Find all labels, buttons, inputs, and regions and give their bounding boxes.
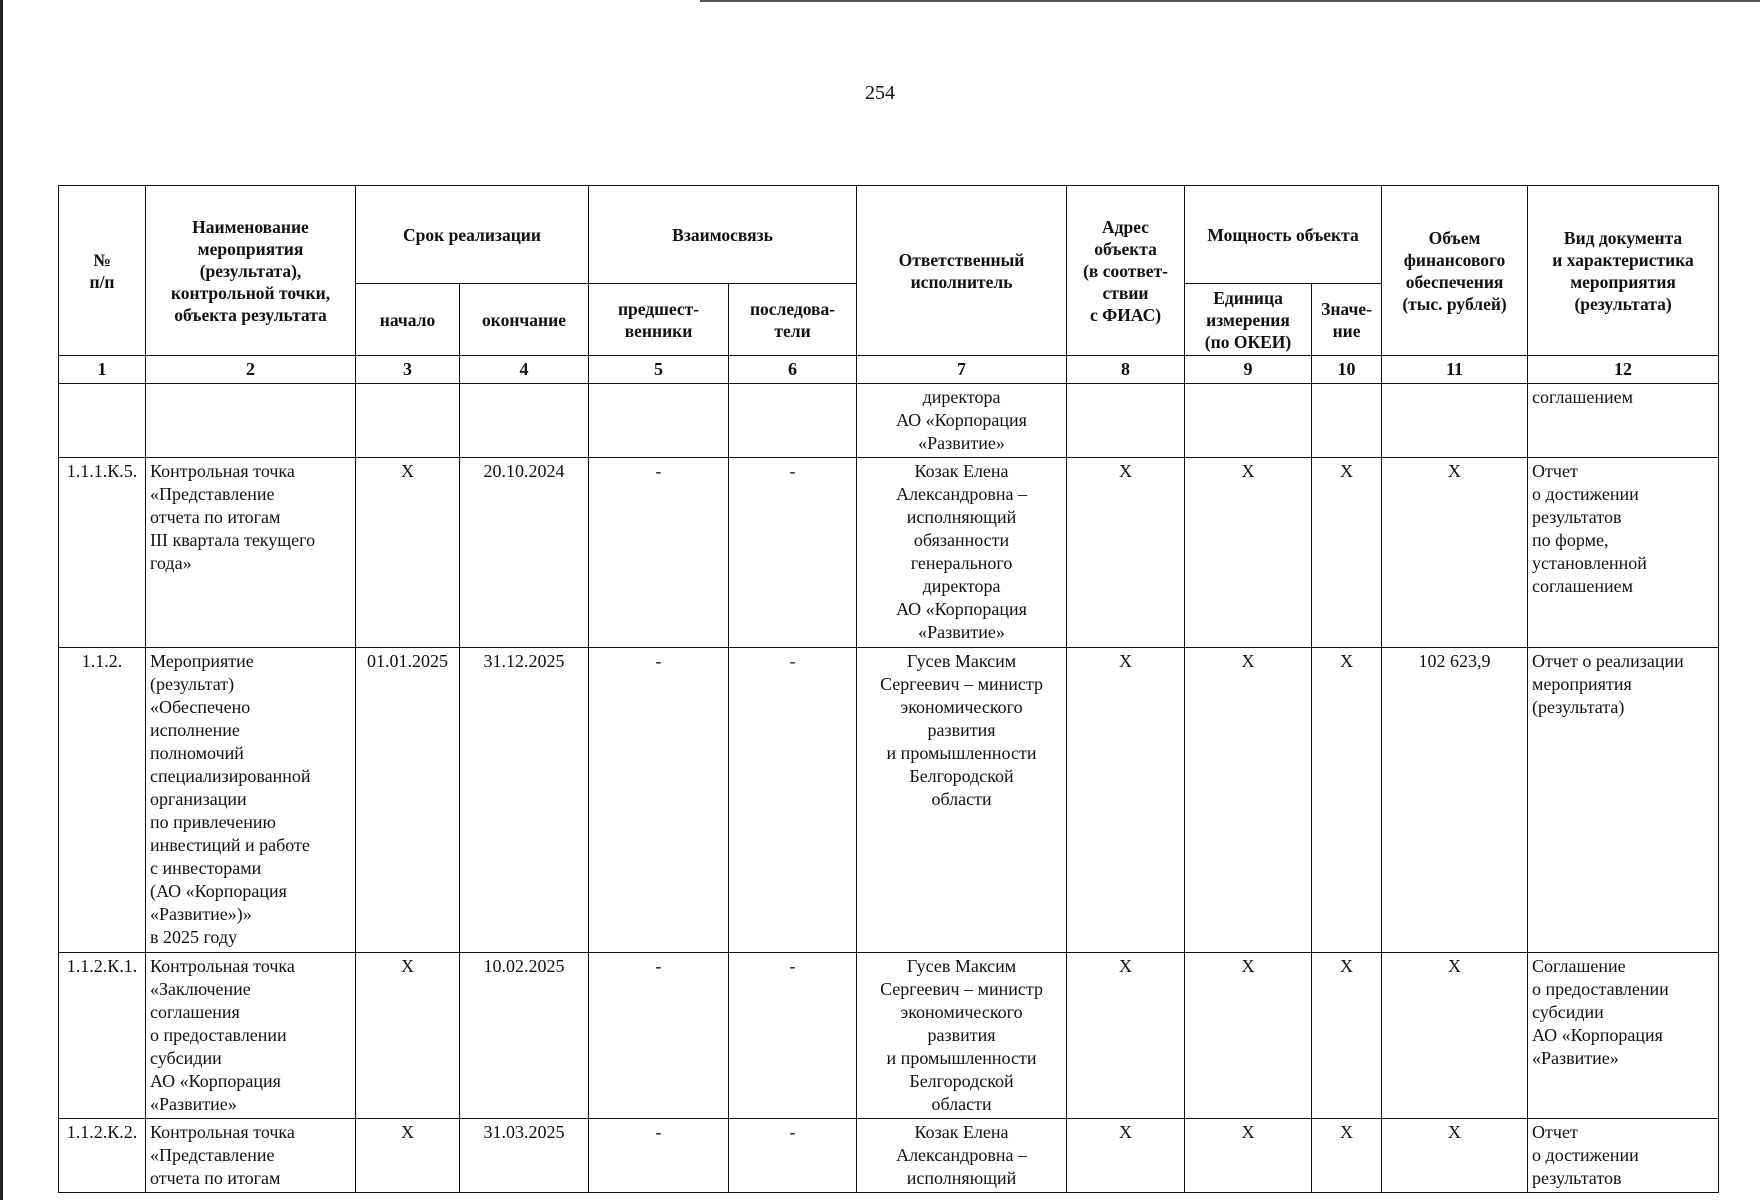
cell-end bbox=[460, 384, 589, 458]
cell-doc: Отчет о достижении результатов bbox=[1528, 1119, 1719, 1193]
cell-num: 1.1.1.К.5. bbox=[59, 458, 146, 648]
column-number: 9 bbox=[1185, 356, 1312, 384]
table-row bbox=[59, 1119, 1719, 1193]
column-number: 8 bbox=[1067, 356, 1185, 384]
cell-prev: - bbox=[589, 458, 729, 648]
cell-doc: Отчет о реализации мероприятия (результата) bbox=[1528, 648, 1719, 953]
table-row bbox=[59, 384, 1719, 458]
cell-finance: X bbox=[1382, 458, 1528, 648]
header-responsible: Ответственный исполнитель bbox=[857, 186, 1067, 356]
cell-prev: - bbox=[589, 1119, 729, 1193]
cell-address: X bbox=[1067, 458, 1185, 648]
scan-edge-left bbox=[0, 0, 3, 1200]
table-row bbox=[59, 953, 1719, 1119]
cell-unit: X bbox=[1185, 1119, 1312, 1193]
column-number: 12 bbox=[1528, 356, 1719, 384]
header-period-end: окончание bbox=[460, 284, 589, 356]
cell-unit: X bbox=[1185, 458, 1312, 648]
cell-end: 20.10.2024 bbox=[460, 458, 589, 648]
page-number: 254 bbox=[865, 82, 895, 104]
header-period-start: начало bbox=[356, 284, 460, 356]
cell-num bbox=[59, 384, 146, 458]
header-period: Срок реализации bbox=[356, 186, 589, 284]
cell-finance: 102 623,9 bbox=[1382, 648, 1528, 953]
cell-value: X bbox=[1312, 648, 1382, 953]
cell-num: 1.1.2.К.2. bbox=[59, 1119, 146, 1193]
column-number: 3 bbox=[356, 356, 460, 384]
cell-finance: X bbox=[1382, 1119, 1528, 1193]
cell-finance bbox=[1382, 384, 1528, 458]
measures-table bbox=[58, 185, 1719, 1193]
cell-end: 31.03.2025 bbox=[460, 1119, 589, 1193]
header-num: № п/п bbox=[59, 186, 146, 356]
column-number: 2 bbox=[146, 356, 356, 384]
cell-name: Контрольная точка «Представление отчета по итогам III квартала текущего года» bbox=[146, 458, 356, 648]
cell-start bbox=[356, 384, 460, 458]
scan-edge-top bbox=[700, 0, 1760, 2]
column-number: 1 bbox=[59, 356, 146, 384]
cell-start: 01.01.2025 bbox=[356, 648, 460, 953]
header-capacity-value: Значе- ние bbox=[1312, 284, 1382, 356]
cell-start: X bbox=[356, 953, 460, 1119]
cell-address: X bbox=[1067, 648, 1185, 953]
cell-responsible: Козак Елена Александровна – исполняющий обязанности генерального директора АО «Корпорация «Развитие» bbox=[857, 458, 1067, 648]
header-relation-prev: предшест- венники bbox=[589, 284, 729, 356]
column-number: 4 bbox=[460, 356, 589, 384]
cell-num: 1.1.2. bbox=[59, 648, 146, 953]
table-row bbox=[59, 458, 1719, 648]
cell-next: - bbox=[729, 1119, 857, 1193]
cell-unit bbox=[1185, 384, 1312, 458]
cell-address: X bbox=[1067, 953, 1185, 1119]
header-capacity: Мощность объекта bbox=[1185, 186, 1382, 284]
cell-responsible: Гусев Максим Сергеевич – министр экономического развития и промышленности Белгородской области bbox=[857, 648, 1067, 953]
column-number: 5 bbox=[589, 356, 729, 384]
header-finance: Объем финансового обеспечения (тыс. рублей) bbox=[1382, 186, 1528, 356]
cell-prev: - bbox=[589, 953, 729, 1119]
cell-next bbox=[729, 384, 857, 458]
cell-next: - bbox=[729, 953, 857, 1119]
column-numbers-row bbox=[59, 356, 1719, 384]
cell-value: X bbox=[1312, 1119, 1382, 1193]
cell-name: Мероприятие (результат) «Обеспечено исполнение полномочий специализированной организации по привлечению инвестиций и работе с инвесторами (АО «Корпорация «Развитие»)» в 2025 году bbox=[146, 648, 356, 953]
cell-responsible: Гусев Максим Сергеевич – министр экономического развития и промышленности Белгородской области bbox=[857, 953, 1067, 1119]
cell-unit: X bbox=[1185, 953, 1312, 1119]
cell-next: - bbox=[729, 648, 857, 953]
cell-num: 1.1.2.К.1. bbox=[59, 953, 146, 1119]
cell-value: X bbox=[1312, 458, 1382, 648]
cell-unit: X bbox=[1185, 648, 1312, 953]
cell-value: X bbox=[1312, 953, 1382, 1119]
cell-doc: Отчет о достижении результатов по форме, установленной соглашением bbox=[1528, 458, 1719, 648]
cell-name: Контрольная точка «Представление отчета по итогам bbox=[146, 1119, 356, 1193]
cell-end: 10.02.2025 bbox=[460, 953, 589, 1119]
cell-finance: X bbox=[1382, 953, 1528, 1119]
cell-name: Контрольная точка «Заключение соглашения о предоставлении субсидии АО «Корпорация «Развитие» bbox=[146, 953, 356, 1119]
cell-responsible: Козак Елена Александровна – исполняющий bbox=[857, 1119, 1067, 1193]
cell-end: 31.12.2025 bbox=[460, 648, 589, 953]
cell-next: - bbox=[729, 458, 857, 648]
cell-start: X bbox=[356, 458, 460, 648]
header-capacity-unit: Единица измерения (по ОКЕИ) bbox=[1185, 284, 1312, 356]
header-name: Наименование мероприятия (результата), контрольной точки, объекта результата bbox=[146, 186, 356, 356]
cell-prev bbox=[589, 384, 729, 458]
cell-value bbox=[1312, 384, 1382, 458]
header-relation: Взаимосвязь bbox=[589, 186, 857, 284]
cell-doc: Соглашение о предоставлении субсидии АО «Корпорация «Развитие» bbox=[1528, 953, 1719, 1119]
cell-doc: соглашением bbox=[1528, 384, 1719, 458]
column-number: 6 bbox=[729, 356, 857, 384]
table-row bbox=[59, 648, 1719, 953]
column-number: 11 bbox=[1382, 356, 1528, 384]
cell-address bbox=[1067, 384, 1185, 458]
cell-start: X bbox=[356, 1119, 460, 1193]
header-doc-type: Вид документа и характеристика мероприятия (результата) bbox=[1528, 186, 1719, 356]
header-relation-next: последова- тели bbox=[729, 284, 857, 356]
column-number: 10 bbox=[1312, 356, 1382, 384]
cell-responsible: директора АО «Корпорация «Развитие» bbox=[857, 384, 1067, 458]
cell-address: X bbox=[1067, 1119, 1185, 1193]
column-number: 7 bbox=[857, 356, 1067, 384]
cell-name bbox=[146, 384, 356, 458]
cell-prev: - bbox=[589, 648, 729, 953]
header-address: Адрес объекта (в соответ- ствии с ФИАС) bbox=[1067, 186, 1185, 356]
